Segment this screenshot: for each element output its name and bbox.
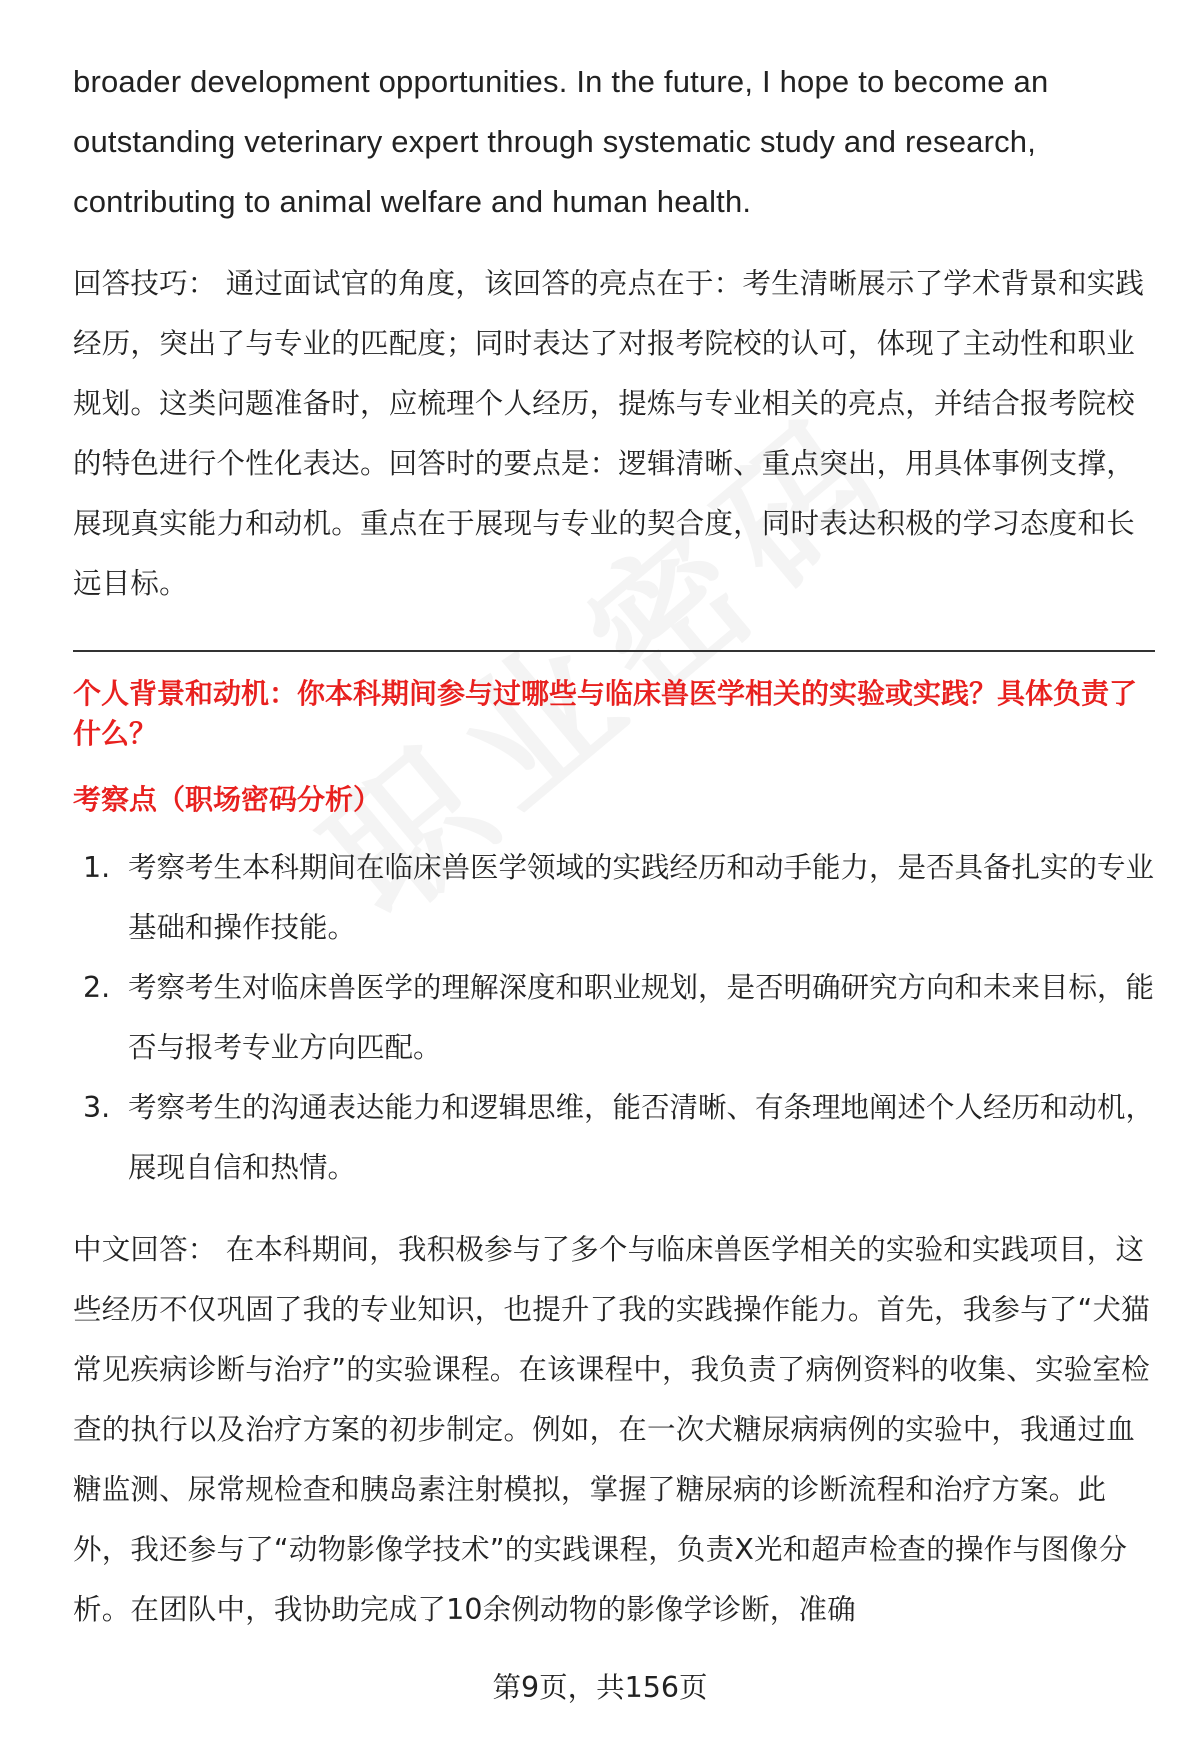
question-heading: 个人背景和动机：你本科期间参与过哪些与临床兽医学相关的实验或实践？具体负责了什么？ [73, 677, 1138, 750]
document-page [73, 52, 1155, 1640]
page-number-footer: 第9页，共156页 [492, 1671, 708, 1704]
section-divider [73, 650, 1155, 652]
list-item-text: 考察考生对临床兽医学的理解深度和职业规划，是否明确研究方向和未来目标，能否与报考专业方向匹配。 [128, 971, 1155, 1064]
list-item-text: 考察考生的沟通表达能力和逻辑思维，能否清晰、有条理地阐述个人经历和动机，展现自信和热情。 [128, 1091, 1155, 1184]
focus-heading: 考察点（职场密码分析） [73, 783, 382, 816]
list-item [73, 958, 1155, 1078]
list-item-number: 3. [83, 1091, 111, 1124]
answer-text: 在本科期间，我积极参与了多个与临床兽医学相关的实验和实践项目，这些经历不仅巩固了我的专业知识，也提升了我的实践操作能力。首先，我参与了“犬猫常见疾病诊断与治疗”的实验课程。在该课程中，我负责了病例资料的收集、实验室检查的执行以及治疗方案的初步制定。例如，在一次犬糖尿病病例的实验中，我通过血糖监测、尿常规检查和胰岛素注射模拟，掌握了糖尿病的诊断流程和治疗方案。此外，我还参与了“动物影像学技术”的实践课程，负责X光和超声检查的操作与图像分析。在团队中，我协助完成了10余例动物的影像学诊断，准确 [73, 1233, 1150, 1626]
focus-points-list [73, 838, 1155, 1198]
list-item [73, 838, 1155, 958]
list-item [73, 1078, 1155, 1198]
list-item-text: 考察考生本科期间在临床兽医学领域的实践经历和动手能力，是否具备扎实的专业基础和操作技能。 [128, 851, 1155, 944]
tips-text: 通过面试官的角度，该回答的亮点在于：考生清晰展示了学术背景和实践经历，突出了与专业的匹配度；同时表达了对报考院校的认可，体现了主动性和职业规划。这类问题准备时，应梳理个人经历，提炼与专业相关的亮点，并结合报考院校的特色进行个性化表达。回答时的要点是：逻辑清晰、重点突出，用具体事例支撑，展现真实能力和动机。重点在于展现与专业的契合度，同时表达积极的学习态度和长远目标。 [73, 267, 1145, 600]
list-item-number: 1. [83, 851, 111, 884]
tips-label: 回答技巧： [73, 267, 217, 300]
answer-paragraph [73, 1220, 1155, 1640]
list-item-number: 2. [83, 971, 111, 1004]
intro-continued-paragraph: broader development opportunities. In the future, I hope to become an outstanding veterinary expert through systematic study and research, contributing to animal welfare and human health. [73, 64, 1049, 219]
tips-paragraph [73, 254, 1155, 614]
answer-label: 中文回答： [73, 1233, 217, 1266]
